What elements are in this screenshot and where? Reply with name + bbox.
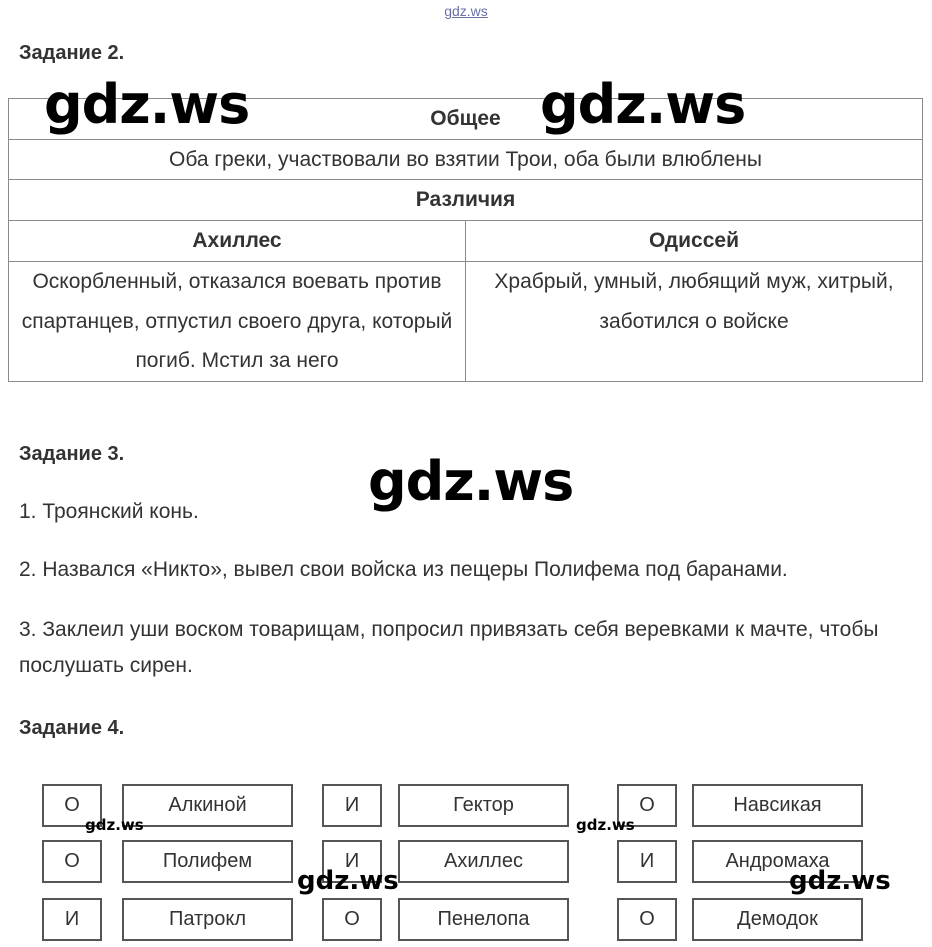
name-box: Андромаха (692, 840, 863, 883)
letter-box: И (42, 898, 102, 941)
task4-heading: Задание 4. (19, 717, 125, 739)
name-box: Ахиллес (398, 840, 569, 883)
comparison-table (8, 98, 923, 382)
watermark-top[interactable]: gdz.ws (444, 3, 488, 19)
name-box: Полифем (122, 840, 293, 883)
letter-box: О (617, 784, 677, 827)
watermark: gdz.ws (540, 73, 746, 136)
letter-box: О (322, 898, 382, 941)
common-header: Общее (9, 99, 923, 140)
odysseus-text: Храбрый, умный, любящий муж, хитрый, заботился о войске (466, 262, 923, 382)
letter-box: О (42, 784, 102, 827)
letter-box: И (322, 840, 382, 883)
name-box: Гектор (398, 784, 569, 827)
achilles-header: Ахиллес (9, 221, 466, 262)
odysseus-header: Одиссей (466, 221, 923, 262)
watermark: gdz.ws (368, 450, 574, 513)
watermark: gdz.ws (789, 866, 891, 896)
name-box: Пенелопа (398, 898, 569, 941)
name-box: Патрокл (122, 898, 293, 941)
letter-box: И (617, 840, 677, 883)
common-text: Оба греки, участвовали во взятии Трои, оба были влюблены (9, 140, 923, 180)
achilles-text: Оскорбленный, отказался воевать против спартанцев, отпустил своего друга, который погиб. Мстил за него (9, 262, 466, 382)
task3-item-2: 2. Назвался «Никто», вывел свои войска из пещеры Полифема под баранами. (19, 558, 788, 581)
watermark: gdz.ws (297, 866, 399, 896)
letter-box: О (42, 840, 102, 883)
task3-item-3: 3. Заклеил уши воском товарищам, попросил привязать себя веревками к мачте, чтобы послушать сирен. (19, 618, 879, 677)
letter-box: И (322, 784, 382, 827)
task2-heading: Задание 2. (19, 42, 125, 64)
name-box: Демодок (692, 898, 863, 941)
task3-heading: Задание 3. (19, 443, 125, 465)
differences-header: Различия (9, 180, 923, 221)
letter-box: О (617, 898, 677, 941)
task3-item-1: 1. Троянский конь. (19, 500, 199, 523)
name-box: Навсикая (692, 784, 863, 827)
watermark: gdz.ws (85, 816, 144, 834)
watermark: gdz.ws (576, 816, 635, 834)
watermark: gdz.ws (44, 73, 250, 136)
name-box: Алкиной (122, 784, 293, 827)
